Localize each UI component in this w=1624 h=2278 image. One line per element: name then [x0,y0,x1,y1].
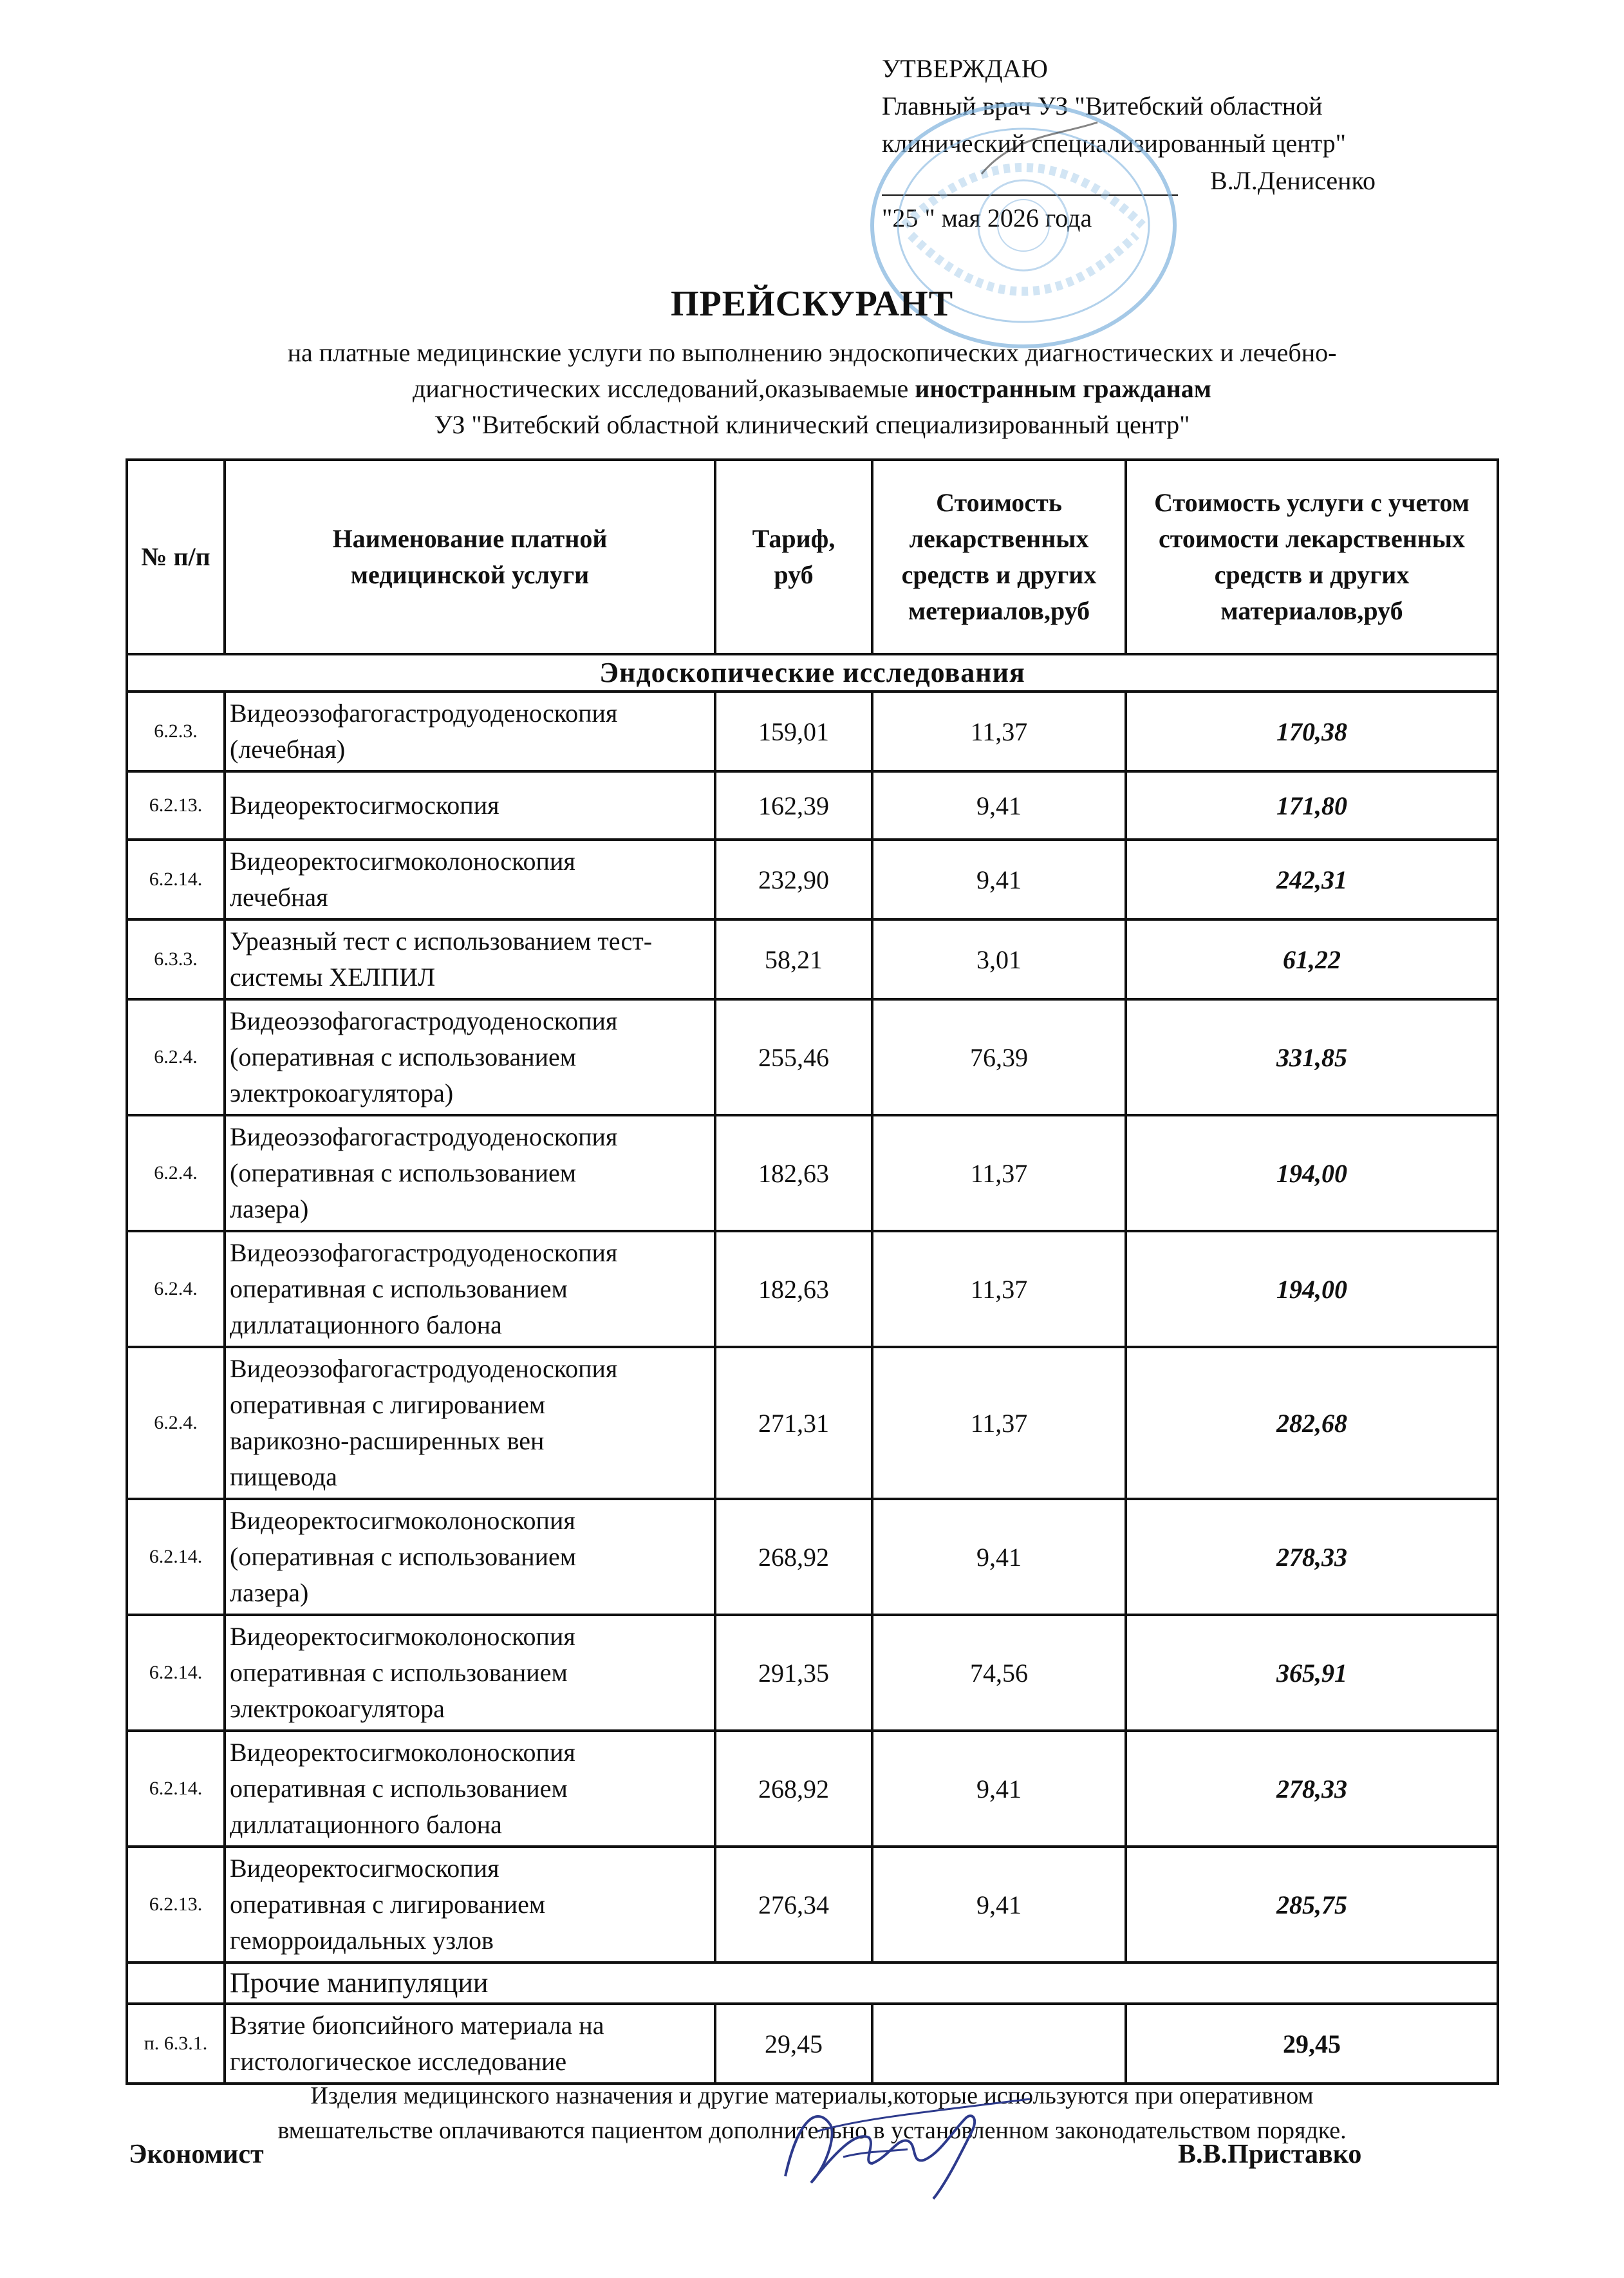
cell-materials: 9,41 [872,1731,1126,1847]
cell-tariff: 182,63 [715,1115,872,1231]
cell-total: 29,45 [1126,2004,1498,2084]
cell-num: 6.2.13. [127,1847,225,1963]
cell-num: 6.2.14. [127,840,225,919]
cell-tariff: 255,46 [715,999,872,1115]
signature-icon [760,2080,1056,2208]
header-num: № п/п [127,460,225,654]
cell-num: 6.2.14. [127,1499,225,1615]
cell-tariff: 276,34 [715,1847,872,1963]
footnote-line-1: Изделия медицинского назначения и другие материалы,которые используются при оперативном [310,2082,1314,2109]
table-row [127,1499,1498,1615]
approval-heading: УТВЕРЖДАЮ [882,54,1048,83]
cell-total: 242,31 [1126,840,1498,919]
section-empty-cell [127,1963,225,2004]
table-row [127,1347,1498,1499]
cell-name [225,1347,715,1499]
approval-signer: В.Л.Денисенко [1210,166,1376,195]
cell-num: 6.2.4. [127,1115,225,1231]
cell-name [225,1115,715,1231]
table-row [127,692,1498,771]
cell-materials: 9,41 [872,1847,1126,1963]
cell-materials: 9,41 [872,840,1126,919]
cell-name-line: (оперативная с использованием [230,1542,577,1571]
cell-tariff: 232,90 [715,840,872,919]
cell-name [225,1847,715,1963]
cell-name-line: лазера) [230,1194,309,1223]
cell-name [225,1615,715,1731]
table-body [127,654,1498,2084]
subtitle-line-2-bold: иностранным гражданам [915,374,1212,403]
table-row [127,1231,1498,1347]
cell-name-line: Видеоректосигмоколоноскопия [230,847,575,876]
subtitle-line-1: на платные медицинские услуги по выполнению эндоскопических диагностических и лечебно- [287,338,1337,367]
cell-tariff: 268,92 [715,1499,872,1615]
cell-name-line: Взятие биопсийного материала на [230,2011,604,2040]
header-materials: Стоимость лекарственных средств и других метериалов,руб [872,460,1126,654]
cell-num: 6.3.3. [127,919,225,999]
cell-num: 6.2.3. [127,692,225,771]
cell-materials: 9,41 [872,1499,1126,1615]
cell-name-line: диллатационного балона [230,1810,502,1839]
cell-name-line: оперативная с использованием [230,1658,568,1687]
cell-name-line: пищевода [230,1462,337,1491]
cell-total: 194,00 [1126,1231,1498,1347]
cell-name-line: Видеоэзофагогастродуоденоскопия [230,699,618,728]
cell-num: 6.2.13. [127,771,225,840]
table-row [127,1731,1498,1847]
cell-name-line: Уреазный тест с использованием тест- [230,927,653,955]
cell-name [225,1499,715,1615]
cell-total: 278,33 [1126,1731,1498,1847]
cell-tariff: 291,35 [715,1615,872,1731]
section-row [127,1963,1498,2004]
table-row [127,771,1498,840]
cell-name-line: оперативная с использованием [230,1274,568,1303]
cell-name-line: диллатационного балона [230,1310,502,1339]
cell-materials: 76,39 [872,999,1126,1115]
table-row [127,2004,1498,2084]
price-table [126,458,1499,2085]
header-total: Стоимость услуги с учетом стоимости лекарственных средств и других материалов,руб [1126,460,1498,654]
cell-num: 6.2.14. [127,1731,225,1847]
cell-num: п. 6.3.1. [127,2004,225,2084]
cell-name-line: Видеоэзофагогастродуоденоскопия [230,1354,618,1383]
cell-tariff: 268,92 [715,1731,872,1847]
cell-tariff: 29,45 [715,2004,872,2084]
table-header-row [127,460,1498,654]
cell-name-line: (оперативная с использованием [230,1158,577,1187]
cell-total: 61,22 [1126,919,1498,999]
footnote-line-2: вмешательстве оплачиваются пациентом дополнительно в установленном законодательством порядке. [277,2117,1347,2144]
footer-role: Экономист [129,2140,264,2169]
header-name: Наименование платной медицинской услуги [225,460,715,654]
subtitle-line-2-prefix: диагностических исследований,оказываемые [412,374,915,403]
cell-total: 365,91 [1126,1615,1498,1731]
section-other: Прочие манипуляции [225,1963,1498,2004]
cell-name [225,1231,715,1347]
cell-total: 285,75 [1126,1847,1498,1963]
table-row [127,999,1498,1115]
cell-total: 194,00 [1126,1115,1498,1231]
cell-num: 6.2.4. [127,1347,225,1499]
cell-name [225,840,715,919]
cell-materials: 11,37 [872,1231,1126,1347]
cell-name-line: гистологическое исследование [230,2047,567,2076]
footer-name: В.В.Приставко [1178,2140,1362,2169]
cell-name [225,771,715,840]
cell-name-line: (лечебная) [230,735,346,764]
cell-name-line: Видеоректосигмоколоноскопия [230,1506,575,1535]
cell-name [225,999,715,1115]
cell-name-line: варикозно-расширенных вен [230,1426,545,1455]
cell-materials: 9,41 [872,771,1126,840]
cell-name [225,1731,715,1847]
cell-materials: 3,01 [872,919,1126,999]
table-row [127,840,1498,919]
approval-organization: клинический специализированный центр" [882,129,1346,158]
cell-materials: 11,37 [872,692,1126,771]
cell-name-line: Видеоректосигмоскопия [230,791,499,820]
cell-name-line: лечебная [230,883,328,912]
cell-materials: 11,37 [872,1347,1126,1499]
cell-total: 170,38 [1126,692,1498,771]
cell-materials: 11,37 [872,1115,1126,1231]
approval-date: "25 " мая 2026 года [882,203,1092,232]
cell-name-line: лазера) [230,1578,309,1607]
cell-tariff: 162,39 [715,771,872,840]
cell-name-line: Видеоректосигмоколоноскопия [230,1738,575,1767]
cell-name-line: геморроидальных узлов [230,1926,494,1955]
subtitle-line-3: УЗ "Витебский областной клинический специализированный центр" [434,410,1190,439]
table-row [127,1115,1498,1231]
header-tariff: Тариф, руб [715,460,872,654]
approval-position: Главный врач УЗ "Витебский областной [882,91,1323,120]
cell-total: 282,68 [1126,1347,1498,1499]
cell-num: 6.2.4. [127,999,225,1115]
cell-name [225,692,715,771]
cell-name-line: электрокоагулятора [230,1694,445,1723]
cell-tariff: 182,63 [715,1231,872,1347]
cell-materials [872,2004,1126,2084]
cell-name-line: оперативная с лигированием [230,1890,546,1919]
cell-name [225,2004,715,2084]
document-title: ПРЕЙСКУРАНТ [670,284,954,324]
section-row [127,654,1498,692]
cell-name-line: электрокоагулятора) [230,1078,454,1107]
cell-name-line: Видеоэзофагогастродуоденоскопия [230,1006,618,1035]
section-endoscopic: Эндоскопические исследования [127,654,1498,692]
table-row [127,1615,1498,1731]
cell-name-line: Видеоэзофагогастродуоденоскопия [230,1238,618,1267]
table-row [127,1847,1498,1963]
cell-num: 6.2.4. [127,1231,225,1347]
cell-total: 278,33 [1126,1499,1498,1615]
cell-name-line: Видеоэзофагогастродуоденоскопия [230,1122,618,1151]
cell-total: 171,80 [1126,771,1498,840]
cell-name-line: Видеоректосигмоколоноскопия [230,1622,575,1651]
cell-name-line: оперативная с использованием [230,1774,568,1803]
cell-name-line: (оперативная с использованием [230,1042,577,1071]
cell-tariff: 159,01 [715,692,872,771]
cell-total: 331,85 [1126,999,1498,1115]
cell-name [225,919,715,999]
cell-tariff: 271,31 [715,1347,872,1499]
cell-materials: 74,56 [872,1615,1126,1731]
cell-tariff: 58,21 [715,919,872,999]
cell-name-line: Видеоректосигмоскопия [230,1854,499,1883]
cell-name-line: оперативная с лигированием [230,1390,546,1419]
document-subtitle [97,335,1527,443]
cell-name-line: системы ХЕЛПИЛ [230,963,436,992]
table-row [127,919,1498,999]
subtitle-line-2 [97,371,1527,407]
cell-num: 6.2.14. [127,1615,225,1731]
